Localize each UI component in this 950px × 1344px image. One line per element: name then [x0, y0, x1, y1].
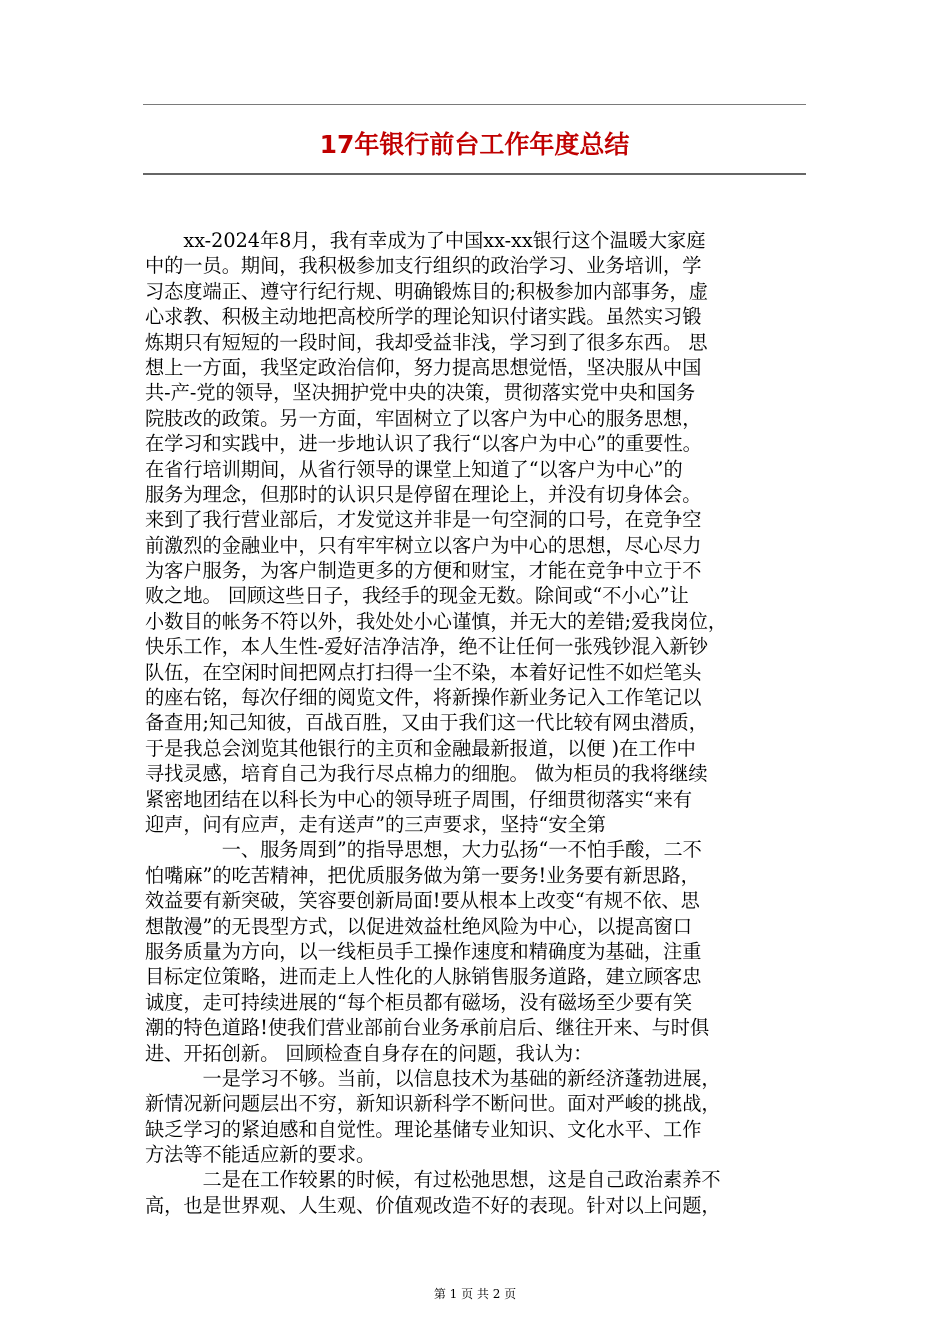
text-line: 的座右铭，每次仔细的阅览文件，将新操作新业务记入工作笔记以: [145, 686, 702, 710]
text-line: 备查用;知己知彼，百战百胜，又由于我们这一代比较有网虫潜质，: [145, 711, 708, 735]
text-line: 小数目的帐务不符以外，我处处小心谨慎，并无大的差错;爱我岗位，: [145, 609, 728, 633]
text-line: 快乐工作，本人生性-爱好洁净洁净，绝不让任何一张残钞混入新钞: [145, 635, 708, 659]
text-line: 服务质量为方向，以一线柜员手工操作速度和精确度为基础，注重: [145, 939, 702, 963]
text-line: 二是在工作较累的时候，有过松弛思想，这是自己政治素养不: [145, 1168, 721, 1192]
text-line: 缺乏学习的紧迫感和自觉性。理论基储专业知识、文化水平、工作: [145, 1117, 702, 1141]
document-title: 17年银行前台工作年度总结: [319, 130, 630, 159]
document-body: [145, 228, 811, 1218]
text-line: 紧密地团结在以科长为中心的领导班子周围，仔细贯彻落实“来有: [145, 787, 693, 811]
text-line: 院肢改的政策。另一方面，牢固树立了以客户为中心的服务思想，: [145, 406, 702, 430]
text-line: 队伍，在空闲时间把网点打扫得一尘不染，本着好记性不如烂笔头: [145, 660, 702, 684]
page-footer: 第 1 页 共 2 页: [433, 1287, 517, 1301]
text-line: 怕嘴麻”的吃苦精神，把优质服务做为第一要务!业务要有新思路，: [145, 863, 700, 887]
text-line: 新情况新问题层出不穷，新知识新科学不断问世。面对严峻的挑战，: [145, 1092, 721, 1116]
text-line: 中的一员。期间，我积极参加支行组织的政治学习、业务培训，学: [145, 254, 702, 278]
text-line: 一是学习不够。当前，以信息技术为基础的新经济蓬勃进展，: [145, 1066, 721, 1090]
text-line: 于是我总会浏览其他银行的主页和金融最新报道，以便 )在工作中: [145, 736, 696, 760]
text-line: 想上一方面，我坚定政治信仰，努力提高思想觉悟，坚决服从中国: [145, 355, 702, 379]
text-line: 潮的特色道路!使我们营业部前台业务承前启后、继往开来、与时俱: [145, 1016, 710, 1040]
text-line: 败之地。 回顾这些日子，我经手的现金无数。除间或“不小心”让: [145, 584, 689, 608]
text-line: 习态度端正、遵守行纪行规、明确锻炼目的;积极参加内部事务，虚: [145, 279, 708, 303]
text-line: 服务为理念，但那时的认识只是停留在理论上，并没有切身体会。: [145, 482, 702, 506]
header-rule-bottom: [143, 173, 806, 175]
text-line: 寻找灵感，培育自己为我行尽点棉力的细胞。 做为柜员的我将继续: [145, 762, 708, 786]
text-line: 效益要有新突破，笑容要创新局面!要从根本上改变“有规不依、思: [145, 889, 700, 913]
text-line: 炼期只有短短的一段时间，我却受益非浅，学习到了很多东西。 思: [145, 330, 708, 354]
text-line: 迎声，问有应声，走有送声”的三声要求，坚持“安全第: [145, 812, 606, 836]
text-line: 进、开拓创新。 回顾检查自身存在的问题，我认为：: [145, 1041, 593, 1065]
header-rule-top: [143, 104, 806, 105]
text-line: 为客户服务，为客户制造更多的方便和财宝，才能在竞争中立于不: [145, 559, 702, 583]
text-line: 诚度，走可持续进展的“每个柜员都有磁场，没有磁场至少要有笑: [145, 990, 693, 1014]
text-line: 心求教、积极主动地把高校所学的理论知识付诸实践。虽然实习锻: [145, 305, 702, 329]
text-line: 方法等不能适应新的要求。: [145, 1143, 376, 1167]
text-line: xx-2024年8月，我有幸成为了中国xx-xx银行这个温暖大家庭: [145, 229, 706, 252]
text-line: 前激烈的金融业中，只有牢牢树立以客户为中心的思想，尽心尽力: [145, 533, 702, 557]
text-line: 来到了我行营业部后，才发觉这并非是一句空洞的口号，在竞争空: [145, 508, 702, 532]
text-line: 共-产-党的领导，坚决拥护党中央的决策，贯彻落实党中央和国务: [145, 381, 696, 405]
text-line: 在省行培训期间，从省行领导的课堂上知道了“以客户为中心”的: [145, 457, 683, 481]
text-line: 目标定位策略，进而走上人性化的人脉销售服务道路，建立顾客忠: [145, 965, 702, 989]
text-line: 一、服务周到”的指导思想，大力弘扬“一不怕手酸，二不: [145, 838, 702, 862]
text-line: 想散漫”的无畏型方式，以促进效益杜绝风险为中心，以提高窗口: [145, 914, 693, 938]
text-line: 高，也是世界观、人生观、价值观改造不好的表现。针对以上问题，: [145, 1193, 721, 1217]
text-line: 在学习和实践中，进一步地认识了我行“以客户为中心”的重要性。: [145, 432, 702, 456]
